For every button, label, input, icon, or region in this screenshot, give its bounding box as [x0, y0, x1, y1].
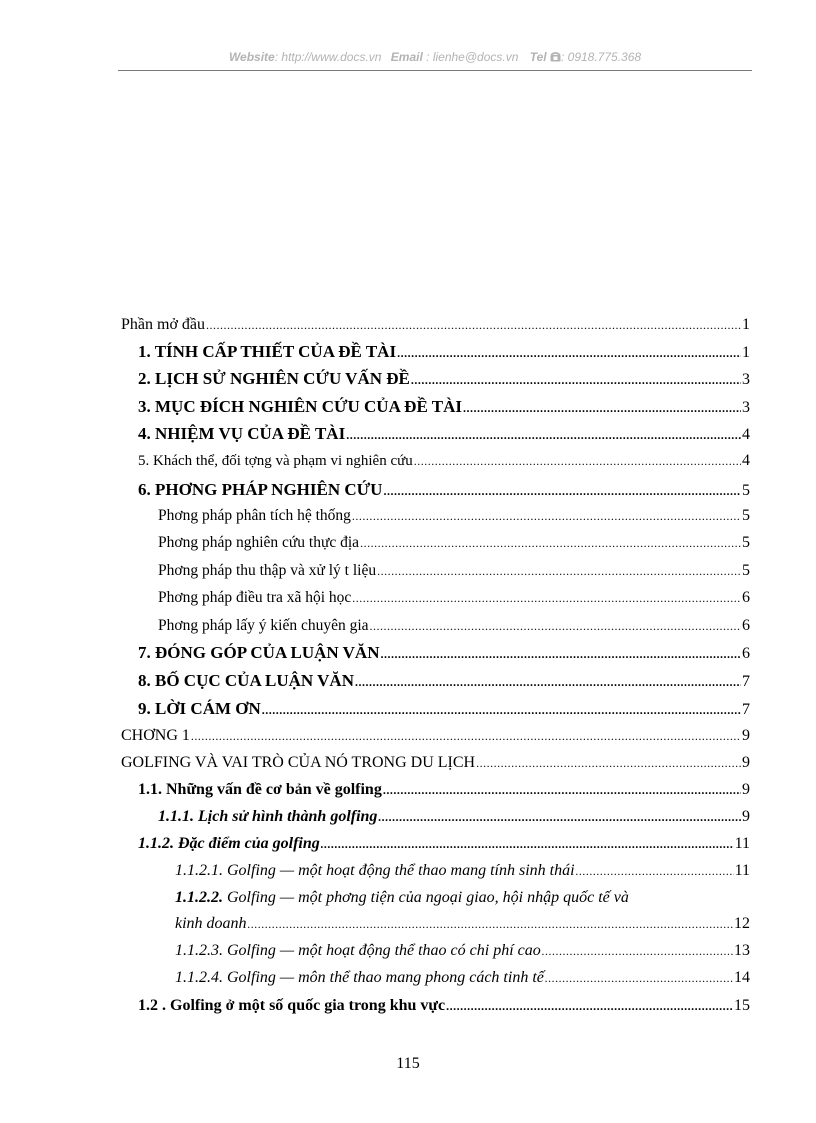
website-value: : http://www.docs.vn	[274, 50, 382, 64]
toc-entry: Phơng pháp phân tích hệ thống ..... 5	[158, 507, 750, 525]
toc-entry: Phơng pháp nghiên cứu thực địa ..... 5	[158, 534, 750, 552]
toc-entry: GOLFING VÀ VAI TRÒ CỦA NÓ TRONG DU LỊCH ..... 9	[121, 754, 750, 772]
toc-entry: Phơng pháp lấy ý kiến chuyên gia ..... 6	[158, 617, 750, 635]
toc-entry: 1.1.2.1. Golfing — một hoạt động thể thao mang tính sinh thái ..... 11	[175, 862, 750, 880]
toc-entry: 1.1. Những vấn đề cơ bản về golfing ..... 9	[138, 781, 750, 799]
toc-entry: 1.2 . Golfing ở một số quốc gia trong khu vực ..... 15	[138, 997, 750, 1015]
toc-entry: 1.1.1. Lịch sử hình thành golfing ..... 9	[158, 808, 750, 826]
toc-entry: CHƠNG 1 ..... 9	[121, 727, 750, 745]
toc-entry: 7. ĐÓNG GÓP CỦA LUẬN VĂN ..... 6	[138, 643, 750, 663]
toc-entry: 8. BỐ CỤC CỦA LUẬN VĂN ..... 7	[138, 671, 750, 691]
tel-value: : 0918.775.368	[560, 50, 642, 64]
toc-entry: 2. LỊCH SỬ NGHIÊN CỨU VẤN ĐỀ ..... 3	[138, 369, 750, 389]
toc-entry: 1. TÍNH CẤP THIẾT CỦA ĐỀ TÀI ..... 1	[138, 342, 750, 362]
toc-entry: 6. PHƠNG PHÁP NGHIÊN CỨU ..... 5	[138, 480, 750, 500]
toc-entry: 1.1.2.4. Golfing — môn thể thao mang phong cách tinh tế ..... 14	[175, 969, 750, 987]
toc-entry: 5. Khách thể, đối tợng và phạm vi nghiên cứu ..... 4	[138, 452, 750, 470]
toc-entry: 4. NHIỆM VỤ CỦA ĐỀ TÀI ..... 4	[138, 424, 750, 444]
toc-entry: 3. MỤC ĐÍCH NGHIÊN CỨU CỦA ĐỀ TÀI ..... 3	[138, 397, 750, 417]
toc-entry: Phần mở đầu ..... 1	[121, 316, 750, 334]
toc-entry: 1.1.2. Đặc điểm của golfing ..... 11	[138, 835, 750, 853]
email-label: Email	[390, 50, 423, 64]
email-value: : lienhe@docs.vn	[426, 50, 519, 64]
toc-entry: kinh doanh ..... 12	[175, 915, 750, 933]
toc-entry: 9. LỜI CÁM ƠN ..... 7	[138, 699, 750, 719]
toc-entry: 1.1.2.3. Golfing — một hoạt động thể thao có chi phí cao ..... 13	[175, 942, 750, 960]
tel-label: Tel	[529, 50, 547, 64]
toc-entry: Phơng pháp thu thập và xử lý t liệu ..... 5	[158, 562, 750, 580]
page-number: 115	[396, 1055, 420, 1072]
toc-entry: Phơng pháp điều tra xã hội học ..... 6	[158, 589, 750, 607]
website-label: Website	[228, 50, 275, 64]
toc-entry-line-1: 1.1.2.2. Golfing — một phơng tiện của ngoại giao, hội nhập quốc tế và	[175, 889, 629, 906]
